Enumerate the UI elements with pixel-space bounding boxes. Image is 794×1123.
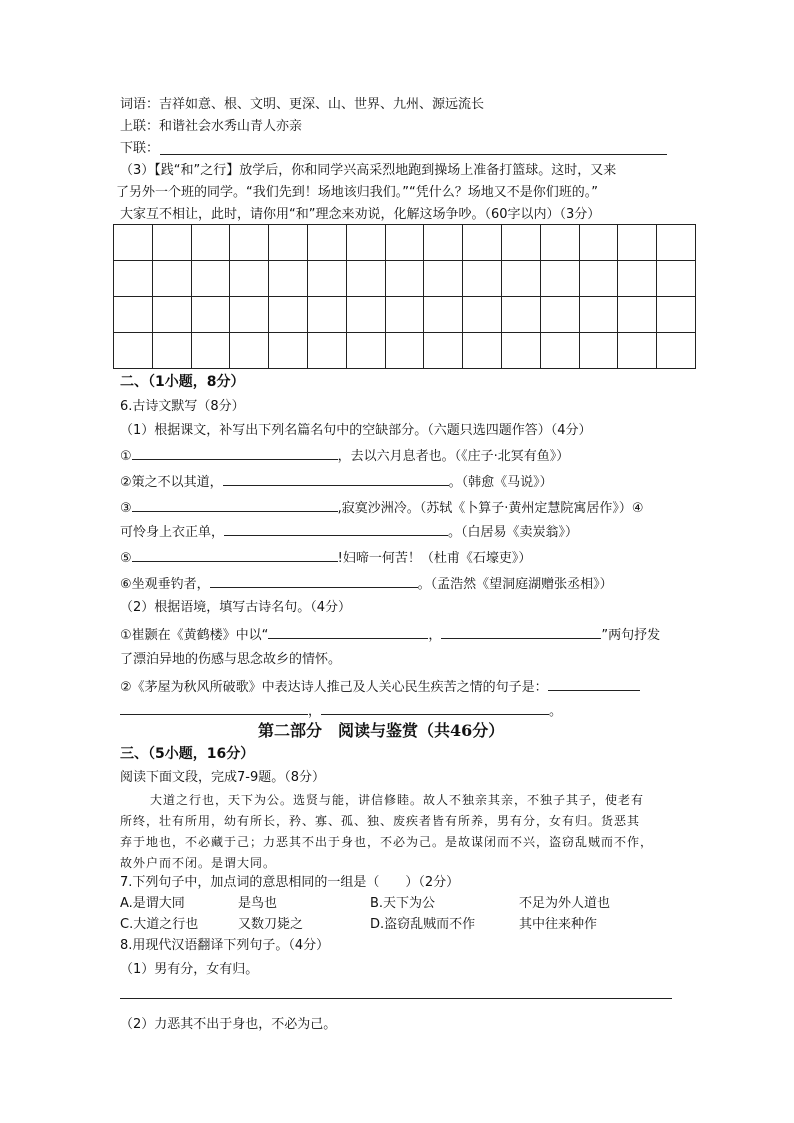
recite-item-6: ⑥坐观垂钓者， 。（孟浩然《望洞庭湖赠张丞相》） xyxy=(120,574,613,593)
q6-sub1: （1）根据课文，补写出下列名篇名句中的空缺部分。（六题只选四题作答）（4分） xyxy=(120,423,592,438)
q7-option-d[interactable]: D.盗窃乱贼而不作 xyxy=(370,917,476,932)
context-item-1: ①崔颢在《黄鹤楼》中以“ ， ”两句抒发 xyxy=(120,625,660,644)
lower-couplet-label: 下联： xyxy=(120,141,160,156)
section3-heading: 三、（5小题，16分） xyxy=(120,746,255,762)
lower-couplet-blank[interactable] xyxy=(160,154,667,155)
context-blank-2c[interactable] xyxy=(321,701,549,715)
q7-option-b[interactable]: B.天下为公 xyxy=(370,896,436,911)
recite-item-1: ① ，去以六月息者也。（《庄子·北冥有鱼》） xyxy=(120,446,569,465)
context-item-2: ②《茅屋为秋风所破歌》中表达诗人推己及人关心民生疾苦之情的句子是： xyxy=(120,677,640,696)
recite-item-2: ②策之不以其道， 。（韩愈《马说》） xyxy=(120,472,553,491)
q7-option-a[interactable]: A.是谓大同 xyxy=(120,896,185,911)
passage-line: 大道之行也，天下为公。选贤与能，讲信修睦。故人不独亲其亲，不独子其子，使老有 xyxy=(150,793,645,807)
q7-option-b-pair: 不足为外人道也 xyxy=(519,896,611,911)
answer-grid[interactable] xyxy=(113,224,696,369)
words-line: 词语：吉祥如意、根、文明、更深、山、世界、九州、源远流长 xyxy=(120,97,485,112)
context-blank-2b[interactable] xyxy=(120,701,308,715)
q3-item3-line3: 大家互不相让，此时，请你用“和”理念来劝说，化解这场争吵。（60字以内）（3分） xyxy=(120,207,601,222)
recite-blank-4[interactable] xyxy=(224,522,448,536)
context-blank-2a[interactable] xyxy=(548,677,640,691)
q3-item3-line1: （3）【践“和”之行】放学后，你和同学兴高采烈地跑到操场上准备打篮球。这时，又来 xyxy=(120,163,617,178)
q6-title: 6.古诗文默写（8分） xyxy=(120,399,245,414)
recite-item-3: ③ ,寂寞沙洲冷。（苏轼《卜算子·黄州定慧院寓居作》）④ xyxy=(120,498,644,517)
recite-blank-3[interactable] xyxy=(132,498,338,512)
q8-stem: 8.用现代汉语翻译下列句子。（4分） xyxy=(120,938,330,953)
passage-line: 所终，壮有所用，幼有所长，矜、寡、孤、独、废疾者皆有所养，男有分，女有归。货恶其 xyxy=(120,814,641,828)
part2-heading: 第二部分 阅读与鉴赏（共46分） xyxy=(258,721,505,740)
recite-item-5: ⑤ !妇啼一何苦！（杜甫《石壕吏》） xyxy=(120,548,531,567)
context-blank-1a[interactable] xyxy=(268,625,428,639)
upper-couplet: 上联：和谐社会水秀山青人亦亲 xyxy=(120,119,303,134)
context-item-1-line2: 了漂泊异地的伤感与思念故乡的情怀。 xyxy=(120,652,342,667)
reading-intro: 阅读下面文段，完成7-9题。（8分） xyxy=(120,770,326,785)
q7-option-a-pair: 是鸟也 xyxy=(238,896,278,911)
recite-blank-1[interactable] xyxy=(132,446,338,460)
q8-item-1: （1）男有分，女有归。 xyxy=(120,962,259,977)
q6-sub2: （2）根据语境，填写古诗名句。（4分） xyxy=(120,600,352,615)
q3-item3-line2: 了另外一个班的同学。“我们先到！场地该归我们。”“凭什么？场地又不是你们班的。” xyxy=(116,185,598,200)
q8-answer-line-1[interactable] xyxy=(120,998,672,999)
q7-option-c-pair: 又数刀毙之 xyxy=(238,917,304,932)
q7-option-c[interactable]: C.大道之行也 xyxy=(120,917,199,932)
recite-blank-2[interactable] xyxy=(223,472,449,486)
recite-blank-6[interactable] xyxy=(210,574,418,588)
recite-item-4: 可怜身上衣正单， 。（白居易《卖炭翁》） xyxy=(120,522,578,541)
q7-stem: 7.下列句子中，加点词的意思相同的一组是（ ）（2分） xyxy=(120,875,460,890)
context-item-2-line2: ， 。 xyxy=(120,701,562,720)
context-blank-1b[interactable] xyxy=(441,625,601,639)
passage-line: 弃于地也，不必藏于己；力恶其不出于身也，不必为己。是故谋闭而不兴，盗窃乱贼而不作， xyxy=(120,835,654,849)
q7-option-d-pair: 其中往来种作 xyxy=(519,917,598,932)
recite-blank-5[interactable] xyxy=(132,548,338,562)
passage-line: 故外户而不闭。是谓大同。 xyxy=(120,856,277,870)
section2-heading: 二、（1小题，8分） xyxy=(120,374,245,390)
q8-item-2: （2）力恶其不出于身也，不必为己。 xyxy=(120,1017,337,1032)
